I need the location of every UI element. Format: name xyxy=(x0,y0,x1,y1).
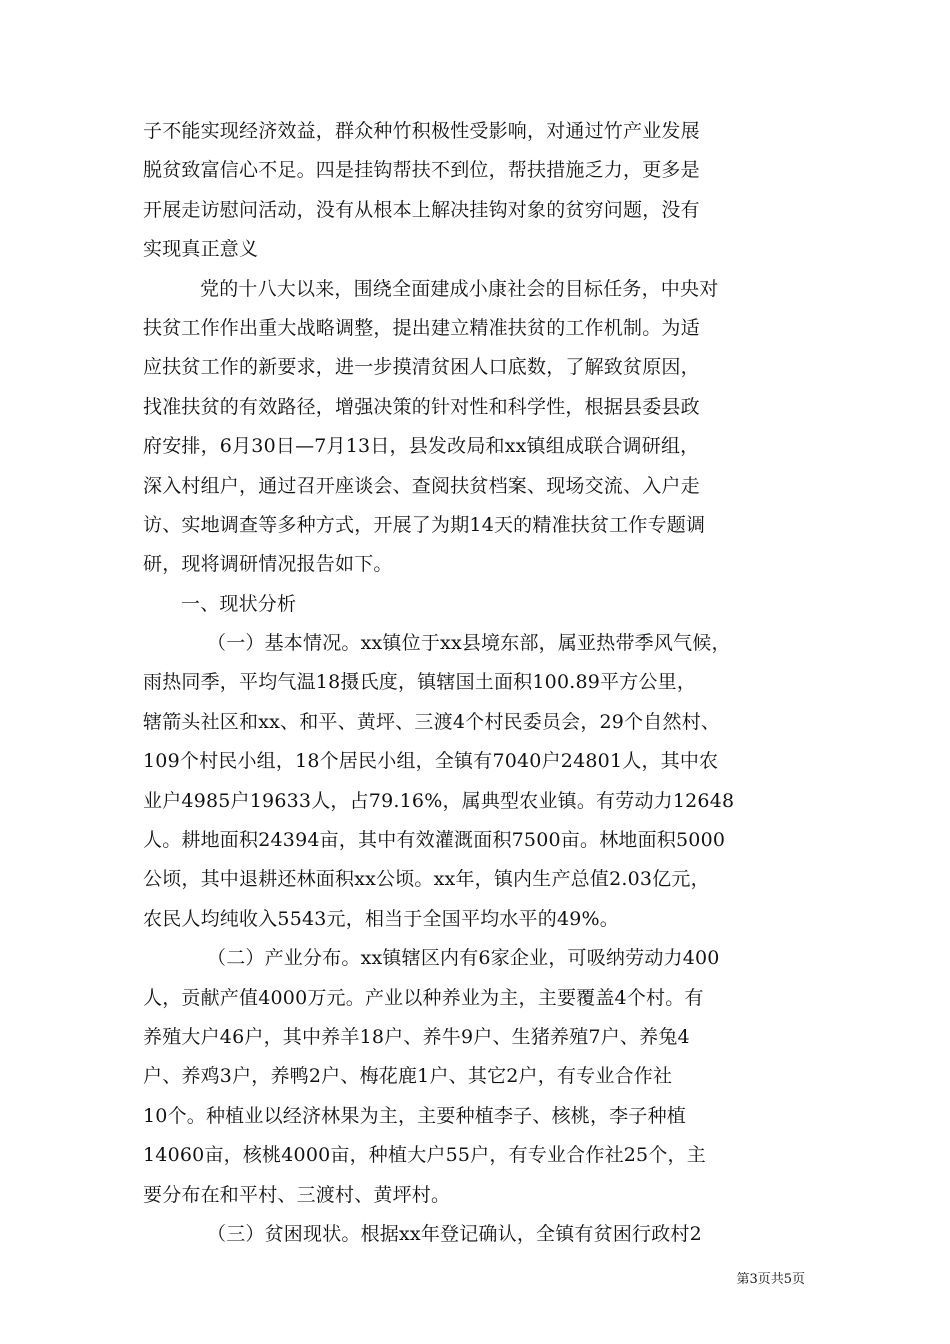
text-line: 业户4985户19633人，占79.16%，属典型农业镇。有劳动力12648 xyxy=(143,789,735,812)
text-line: 辖箭头社区和xx、和平、黄坪、三渡4个村民委员会，29个自然村、 xyxy=(143,710,721,733)
paragraph-first-line: （二）产业分布。xx镇辖区内有6家企业，可吸纳劳动力400 xyxy=(207,947,720,970)
text-line: 扶贫工作作出重大战略调整，提出建立精准扶贫的工作机制。为适 xyxy=(143,316,700,339)
paragraph-first-line: （三）贫困现状。根据xx年登记确认，全镇有贫困行政村2 xyxy=(207,1222,702,1245)
document-body xyxy=(143,112,807,1254)
text-line: 人，贡献产值4000万元。产业以种养业为主，主要覆盖4个村。有 xyxy=(143,986,704,1009)
text-line: 要分布在和平村、三渡村、黄坪村。 xyxy=(143,1183,451,1206)
text-line: 脱贫致富信心不足。四是挂钩帮扶不到位，帮扶措施乏力，更多是 xyxy=(143,159,700,182)
text-line: 10个。种植业以经济林果为主，主要种植李子、核桃，李子种植 xyxy=(143,1104,686,1127)
text-line: 实现真正意义 xyxy=(143,238,259,261)
text-line: 开展走访慰问活动，没有从根本上解决挂钩对象的贫穷问题，没有 xyxy=(143,198,700,221)
text-line: 研，现将调研情况报告如下。 xyxy=(143,553,393,576)
text-line: 人。耕地面积24394亩，其中有效灌溉面积7500亩。林地面积5000 xyxy=(143,829,726,852)
text-line: 公顷，其中退耕还林面积xx公顷。xx年，镇内生产总值2.03亿元， xyxy=(143,868,710,891)
paragraph-first-line: 党的十八大以来，围绕全面建成小康社会的目标任务，中央对 xyxy=(200,277,719,300)
text-line: 雨热同季，平均气温18摄氏度，镇辖国土面积100.89平方公里， xyxy=(143,671,697,694)
text-line: 养殖大户46户，其中养羊18户、养牛9户、生猪养殖7户、养兔4 xyxy=(143,1025,690,1048)
text-line: 14060亩，核桃4000亩，种植大户55户，有专业合作社25个，主 xyxy=(143,1144,706,1167)
text-line: 应扶贫工作的新要求，进一步摸清贫困人口底数，了解致贫原因， xyxy=(143,356,700,379)
text-line: 访、实地调查等多种方式，开展了为期14天的精准扶贫工作专题调 xyxy=(143,513,706,536)
section-heading: 一、现状分析 xyxy=(181,592,297,615)
text-line: 深入村组户，通过召开座谈会、查阅扶贫档案、现场交流、入户走 xyxy=(143,474,700,497)
text-line: 109个村民小组，18个居民小组，全镇有7040户24801人，其中农 xyxy=(143,750,719,773)
text-line: 府安排，6月30日—7月13日，县发改局和xx镇组成联合调研组， xyxy=(143,435,700,458)
text-line: 户、养鸡3户，养鸭2户、梅花鹿1户、其它2户，有专业合作社 xyxy=(143,1065,673,1088)
paragraph-first-line: （一）基本情况。xx镇位于xx县境东部，属亚热带季风气候， xyxy=(207,632,731,655)
text-line: 找准扶贫的有效路径，增强决策的针对性和科学性，根据县委县政 xyxy=(143,395,700,418)
text-line: 农民人均纯收入5543元，相当于全国平均水平的49%。 xyxy=(143,907,619,930)
page-number-footer: 第3页共5页 xyxy=(736,1272,805,1287)
text-line: 子不能实现经济效益，群众种竹积极性受影响，对通过竹产业发展 xyxy=(143,120,700,142)
